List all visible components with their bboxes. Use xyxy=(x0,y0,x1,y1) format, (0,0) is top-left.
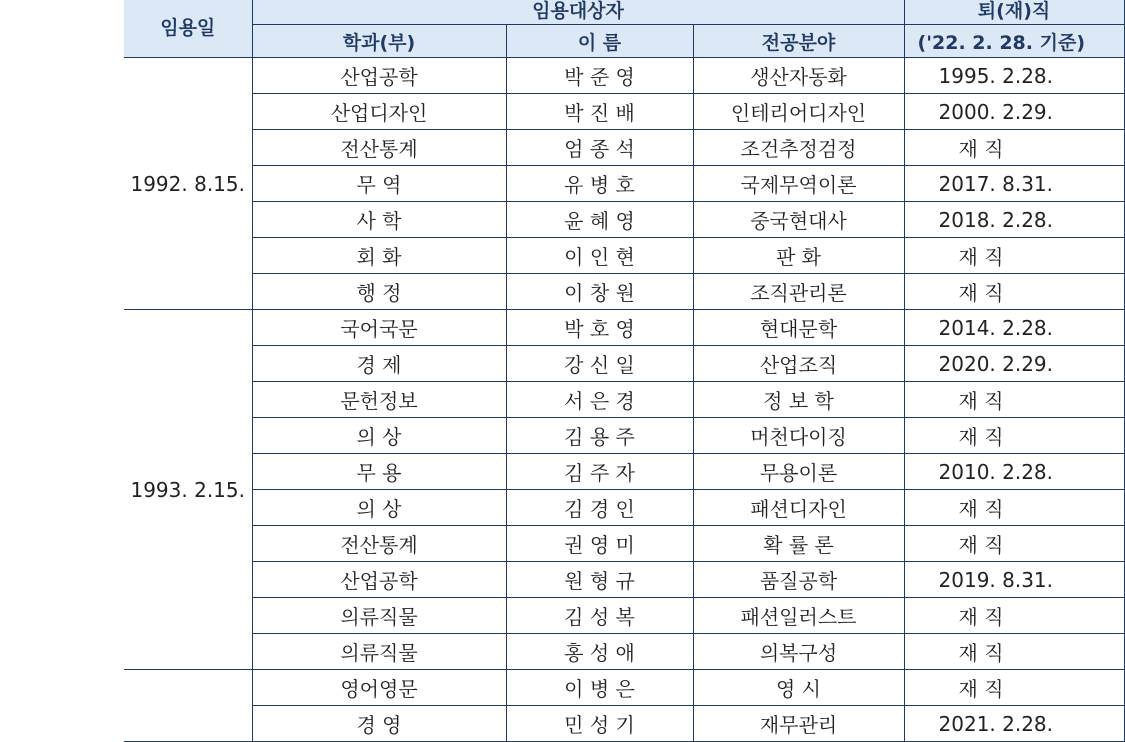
status-cell: 재 직 xyxy=(904,670,1124,706)
table-row xyxy=(124,418,1124,454)
table-row xyxy=(124,130,1124,166)
name-cell: 박 호 영 xyxy=(506,310,693,346)
name-cell: 권 영 미 xyxy=(506,526,693,562)
name-cell: 유 병 호 xyxy=(506,166,693,202)
status-cell: 재 직 xyxy=(904,490,1124,526)
name-cell: 김 용 주 xyxy=(506,418,693,454)
table-row xyxy=(124,526,1124,562)
name-cell: 김 주 자 xyxy=(506,454,693,490)
table-row xyxy=(124,274,1124,310)
major-field-cell: 품질공학 xyxy=(693,562,904,598)
major-field-cell: 패션디자인 xyxy=(693,490,904,526)
name-cell: 김 경 인 xyxy=(506,490,693,526)
name-cell: 윤 혜 영 xyxy=(506,202,693,238)
major-field-cell: 중국현대사 xyxy=(693,202,904,238)
department-cell: 회 화 xyxy=(252,238,506,274)
major-field-header: 전공분야 xyxy=(693,25,904,58)
faculty-appointment-table xyxy=(124,0,1125,742)
table-row xyxy=(124,706,1124,742)
status-cell: 2000. 2.29. xyxy=(904,94,1124,130)
department-cell: 의 상 xyxy=(252,490,506,526)
status-cell: 2019. 8.31. xyxy=(904,562,1124,598)
status-cell: 2010. 2.28. xyxy=(904,454,1124,490)
major-field-cell: 산업조직 xyxy=(693,346,904,382)
appointment-date-cell xyxy=(124,670,252,742)
status-cell: 2018. 2.28. xyxy=(904,202,1124,238)
department-cell: 국어국문 xyxy=(252,310,506,346)
status-header: 퇴(재)직 xyxy=(904,0,1124,25)
status-cell: 2014. 2.28. xyxy=(904,310,1124,346)
status-cell: 2021. 2.28. xyxy=(904,706,1124,742)
table-row xyxy=(124,490,1124,526)
department-cell: 영어영문 xyxy=(252,670,506,706)
status-cell: 1995. 2.28. xyxy=(904,58,1124,94)
table-row xyxy=(124,346,1124,382)
major-field-cell: 조건추정검정 xyxy=(693,130,904,166)
department-cell: 산업디자인 xyxy=(252,94,506,130)
name-cell: 강 신 일 xyxy=(506,346,693,382)
appointment-date-cell: 1992. 8.15. xyxy=(124,58,252,310)
table-row xyxy=(124,562,1124,598)
department-cell: 의 상 xyxy=(252,418,506,454)
table-row xyxy=(124,94,1124,130)
status-cell: 2020. 2.29. xyxy=(904,346,1124,382)
major-field-cell: 패션일러스트 xyxy=(693,598,904,634)
department-cell: 경 영 xyxy=(252,706,506,742)
department-cell: 전산통계 xyxy=(252,526,506,562)
major-field-cell: 판 화 xyxy=(693,238,904,274)
name-cell: 이 창 원 xyxy=(506,274,693,310)
table-row xyxy=(124,670,1124,706)
department-cell: 전산통계 xyxy=(252,130,506,166)
table-row xyxy=(124,382,1124,418)
name-cell: 이 병 은 xyxy=(506,670,693,706)
appointment-date-header: 임용일 xyxy=(124,0,252,58)
major-field-cell: 현대문학 xyxy=(693,310,904,346)
major-field-cell: 확 률 론 xyxy=(693,526,904,562)
major-field-cell: 영 시 xyxy=(693,670,904,706)
table-body xyxy=(124,58,1124,742)
major-field-cell: 무용이론 xyxy=(693,454,904,490)
department-header: 학과(부) xyxy=(252,25,506,58)
major-field-cell: 조직관리론 xyxy=(693,274,904,310)
department-cell: 산업공학 xyxy=(252,562,506,598)
table-row xyxy=(124,202,1124,238)
status-basis-header: ('22. 2. 28. 기준) xyxy=(904,25,1124,58)
status-cell: 재 직 xyxy=(904,634,1124,670)
table-row xyxy=(124,58,1124,94)
table-row xyxy=(124,454,1124,490)
major-field-cell: 머천다이징 xyxy=(693,418,904,454)
status-cell: 재 직 xyxy=(904,130,1124,166)
major-field-cell: 생산자동화 xyxy=(693,58,904,94)
name-cell: 박 진 배 xyxy=(506,94,693,130)
table-row xyxy=(124,166,1124,202)
table-row xyxy=(124,310,1124,346)
status-cell: 재 직 xyxy=(904,526,1124,562)
name-header: 이 름 xyxy=(506,25,693,58)
status-cell: 재 직 xyxy=(904,598,1124,634)
status-cell: 2017. 8.31. xyxy=(904,166,1124,202)
status-cell: 재 직 xyxy=(904,382,1124,418)
name-cell: 민 성 기 xyxy=(506,706,693,742)
department-cell: 무 역 xyxy=(252,166,506,202)
name-cell: 홍 성 애 xyxy=(506,634,693,670)
department-cell: 의류직물 xyxy=(252,634,506,670)
target-group-header: 임용대상자 xyxy=(252,0,904,25)
department-cell: 무 용 xyxy=(252,454,506,490)
department-cell: 의류직물 xyxy=(252,598,506,634)
name-cell: 서 은 경 xyxy=(506,382,693,418)
table-row xyxy=(124,634,1124,670)
table-row xyxy=(124,598,1124,634)
major-field-cell: 재무관리 xyxy=(693,706,904,742)
major-field-cell: 의복구성 xyxy=(693,634,904,670)
major-field-cell: 정 보 학 xyxy=(693,382,904,418)
name-cell: 박 준 영 xyxy=(506,58,693,94)
department-cell: 사 학 xyxy=(252,202,506,238)
name-cell: 원 형 규 xyxy=(506,562,693,598)
department-cell: 경 제 xyxy=(252,346,506,382)
appointment-date-cell: 1993. 2.15. xyxy=(124,310,252,670)
name-cell: 이 인 현 xyxy=(506,238,693,274)
status-cell: 재 직 xyxy=(904,418,1124,454)
status-cell: 재 직 xyxy=(904,274,1124,310)
name-cell: 김 성 복 xyxy=(506,598,693,634)
department-cell: 행 정 xyxy=(252,274,506,310)
major-field-cell: 인테리어디자인 xyxy=(693,94,904,130)
status-cell: 재 직 xyxy=(904,238,1124,274)
department-cell: 산업공학 xyxy=(252,58,506,94)
table-row xyxy=(124,238,1124,274)
department-cell: 문헌정보 xyxy=(252,382,506,418)
major-field-cell: 국제무역이론 xyxy=(693,166,904,202)
table-header xyxy=(124,0,1124,58)
name-cell: 엄 종 석 xyxy=(506,130,693,166)
